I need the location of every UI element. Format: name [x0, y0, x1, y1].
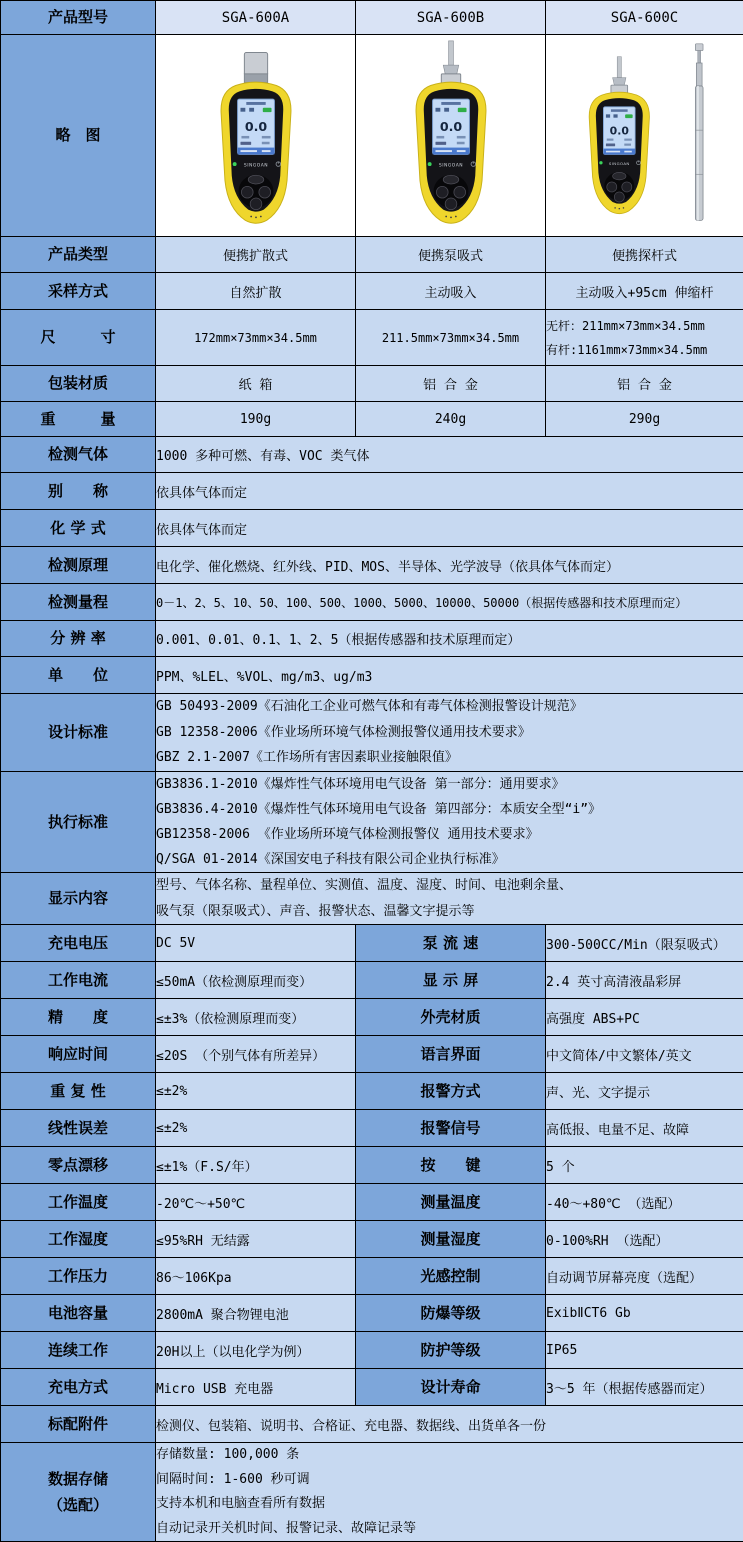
row-sampling-method — [1, 273, 743, 310]
exec-standard-line: Q/SGA 01-2014《深国安电子科技有限公司企业执行标准》 — [156, 852, 505, 867]
row-response-time-language — [1, 1036, 743, 1073]
value-unit: PPM、%LEL、%VOL、mg/m3、ug/m3 — [156, 657, 743, 694]
value-working-humidity: ≤95%RH 无结露 — [156, 1221, 356, 1258]
exec-standard-line: GB3836.1-2010《爆炸性气体环境用电气设备 第一部分：通用要求》 — [156, 777, 565, 792]
value-accessories: 检测仪、包装箱、说明书、合格证、充电器、数据线、出货单各一份 — [156, 1406, 743, 1443]
brand-text: SINGOAN — [438, 162, 463, 168]
photo-cell-sga600b — [356, 35, 546, 237]
row-sketch — [1, 35, 743, 237]
power-led — [599, 161, 602, 164]
row-packaging — [1, 366, 743, 402]
value-battery-capacity: 2800mA 聚合物锂电池 — [156, 1295, 356, 1332]
value-working-current: ≤50mA（依检测原理而变） — [156, 962, 356, 999]
row-chemical-formula — [1, 510, 743, 547]
value-response-time: ≤20S （个别气体有所差异） — [156, 1036, 356, 1073]
row-repeatability-alarm-mode — [1, 1073, 743, 1110]
row-dimensions — [1, 310, 743, 366]
row-design-standard — [1, 694, 743, 772]
power-led — [427, 162, 431, 166]
label-shell-material: 外壳材质 — [356, 999, 546, 1036]
value-pump-flow: 300-500CC/Min（限泵吸式） — [546, 925, 743, 962]
label-display-screen: 显 示 屏 — [356, 962, 546, 999]
value-measure-humidity: 0-100%RH （选配） — [546, 1221, 743, 1258]
label-zero-drift: 零点漂移 — [1, 1147, 156, 1184]
label-accessories: 标配附件 — [1, 1406, 156, 1443]
label-alarm-signal: 报警信号 — [356, 1110, 546, 1147]
row-product-model — [1, 1, 743, 35]
label-data-storage — [1, 1443, 156, 1542]
row-exec-standard — [1, 772, 743, 873]
label-response-time: 响应时间 — [1, 1036, 156, 1073]
value-buttons: 5 个 — [546, 1147, 743, 1184]
label-unit: 单 位 — [1, 657, 156, 694]
value-working-pressure: 86～106Kpa — [156, 1258, 356, 1295]
value-product-type-a: 便携扩散式 — [156, 237, 356, 273]
row-display-content — [1, 873, 743, 925]
value-exec-standard — [156, 772, 743, 873]
value-alarm-signal: 高低报、电量不足、故障 — [546, 1110, 743, 1147]
screen-reading: 0.0 — [244, 118, 267, 134]
label-packaging: 包装材质 — [1, 366, 156, 402]
value-dimensions-a: 172mm×73mm×34.5mm — [156, 310, 356, 366]
label-resolution: 分 辨 率 — [1, 621, 156, 657]
label-sketch: 略 图 — [1, 35, 156, 237]
label-sampling-method: 采样方式 — [1, 273, 156, 310]
label-chemical-formula: 化 学 式 — [1, 510, 156, 547]
brand-text: SINGOAN — [243, 162, 268, 168]
row-detection-principle — [1, 547, 743, 584]
label-detected-gas: 检测气体 — [1, 437, 156, 473]
value-measure-temp: -40～+80℃ （选配） — [546, 1184, 743, 1221]
value-packaging-b: 铝 合 金 — [356, 366, 546, 402]
power-led — [232, 162, 236, 166]
menu-button-graphic — [248, 175, 264, 184]
value-charging-method: Micro USB 充电器 — [156, 1369, 356, 1406]
value-sampling-b: 主动吸入 — [356, 273, 546, 310]
dimensions-c-line2: 有杆:1161mm×73mm×34.5mm — [546, 342, 708, 357]
label-charge-voltage: 充电电压 — [1, 925, 156, 962]
row-alias — [1, 473, 743, 510]
label-continuous-work: 连续工作 — [1, 1332, 156, 1369]
display-content-line: 吸气泵（限泵吸式）、声音、报警状态、温馨文字提示等 — [156, 903, 475, 919]
value-product-type-c: 便携探杆式 — [546, 237, 743, 273]
data-storage-line: 自动记录开关机时间、报警记录、故障记录等 — [156, 1520, 417, 1536]
row-accuracy-shell — [1, 999, 743, 1036]
display-content-line: 型号、气体名称、量程单位、实测值、温度、湿度、时间、电池剩余量、 — [156, 878, 573, 893]
label-design-standard: 设计标准 — [1, 694, 156, 772]
menu-button-graphic — [612, 172, 625, 180]
label-buttons: 按 键 — [356, 1147, 546, 1184]
value-packaging-c: 铝 合 金 — [546, 366, 743, 402]
photo-cell-sga600c — [546, 35, 743, 237]
value-alias: 依具体气体而定 — [156, 473, 743, 510]
data-storage-line: 存储数量: 100,000 条 — [156, 1447, 300, 1462]
value-display-content — [156, 873, 743, 925]
label-alarm-mode: 报警方式 — [356, 1073, 546, 1110]
row-working-pressure-light-sense — [1, 1258, 743, 1295]
label-protection-grade: 防护等级 — [356, 1332, 546, 1369]
value-design-life: 3～5 年（根据传感器而定） — [546, 1369, 743, 1406]
screen-reading: 0.0 — [609, 123, 629, 137]
label-repeatability: 重 复 性 — [1, 1073, 156, 1110]
label-product-model: 产品型号 — [1, 1, 156, 35]
value-resolution: 0.001、0.01、0.1、1、2、5（根据传感器和技术原理而定） — [156, 621, 743, 657]
label-measure-humidity: 测量湿度 — [356, 1221, 546, 1258]
row-unit — [1, 657, 743, 694]
value-data-storage — [156, 1443, 743, 1542]
design-standard-line: GB 50493-2009《石油化工企业可燃气体和有毒气体检测报警设计规范》 — [156, 699, 583, 715]
design-standard-line: GB 12358-2006《作业场所环境气体检测报警仪通用技术要求》 — [156, 724, 531, 740]
photo-cell-sga600a — [156, 35, 356, 237]
model-sga600c: SGA-600C — [546, 1, 743, 35]
value-language-ui: 中文简体/中文繁体/英文 — [546, 1036, 743, 1073]
row-battery-explosionproof — [1, 1295, 743, 1332]
label-dimensions: 尺 寸 — [1, 310, 156, 366]
model-sga600a: SGA-600A — [156, 1, 356, 35]
value-light-sense-control: 自动调节屏幕亮度（选配） — [546, 1258, 743, 1295]
label-product-type: 产品类型 — [1, 237, 156, 273]
row-working-temp-measure-temp — [1, 1184, 743, 1221]
row-charging-method-design-life — [1, 1369, 743, 1406]
label-detection-range: 检测量程 — [1, 584, 156, 621]
device-photo-sga600c-probe — [574, 37, 716, 231]
value-charge-voltage: DC 5V — [156, 925, 356, 962]
value-chemical-formula: 依具体气体而定 — [156, 510, 743, 547]
label-charging-method: 充电方式 — [1, 1369, 156, 1406]
value-alarm-mode: 声、光、文字提示 — [546, 1073, 743, 1110]
value-detection-range: 0－1、2、5、10、50、100、500、1000、5000、10000、50000（根据传感器和技术原理而定） — [156, 584, 743, 621]
label-working-temp: 工作温度 — [1, 1184, 156, 1221]
row-working-humidity-measure-humidity — [1, 1221, 743, 1258]
value-continuous-work: 20H以上（以电化学为例） — [156, 1332, 356, 1369]
menu-button-graphic — [443, 175, 459, 184]
label-battery-capacity: 电池容量 — [1, 1295, 156, 1332]
row-detected-gas — [1, 437, 743, 473]
row-accessories — [1, 1406, 743, 1443]
exec-standard-line: GB3836.4-2010《爆炸性气体环境用电气设备 第四部分：本质安全型“i”》 — [156, 802, 602, 817]
label-design-life: 设计寿命 — [356, 1369, 546, 1406]
device-photo-sga600b-pump — [388, 37, 514, 231]
value-linearity-error: ≤±2% — [156, 1110, 356, 1147]
value-dimensions-c — [546, 310, 743, 366]
value-shell-material: 高强度 ABS+PC — [546, 999, 743, 1036]
device-photo-sga600a-diffusion — [193, 37, 319, 231]
row-linearity-alarm-signal — [1, 1110, 743, 1147]
label-light-sense-control: 光感控制 — [356, 1258, 546, 1295]
value-product-type-b: 便携泵吸式 — [356, 237, 546, 273]
label-alias: 别 称 — [1, 473, 156, 510]
data-storage-line: 支持本机和电脑查看所有数据 — [156, 1496, 326, 1512]
value-sampling-a: 自然扩散 — [156, 273, 356, 310]
row-product-type — [1, 237, 743, 273]
design-standard-line: GBZ 2.1-2007《工作场所有害因素职业接触限值》 — [156, 750, 458, 766]
row-detection-range — [1, 584, 743, 621]
row-weight — [1, 402, 743, 437]
data-storage-line: 间隔时间: 1-600 秒可调 — [156, 1471, 310, 1487]
label-working-pressure: 工作压力 — [1, 1258, 156, 1295]
label-language-ui: 语言界面 — [356, 1036, 546, 1073]
row-resolution — [1, 621, 743, 657]
value-display-screen: 2.4 英寸高清液晶彩屏 — [546, 962, 743, 999]
value-weight-c: 290g — [546, 402, 743, 437]
value-accuracy: ≤±3%（依检测原理而变） — [156, 999, 356, 1036]
value-weight-a: 190g — [156, 402, 356, 437]
label-accuracy: 精 度 — [1, 999, 156, 1036]
row-continuous-work-protection — [1, 1332, 743, 1369]
label-detection-principle: 检测原理 — [1, 547, 156, 584]
dimensions-c-line1: 无杆：211mm×73mm×34.5mm — [546, 318, 705, 333]
value-packaging-a: 纸 箱 — [156, 366, 356, 402]
row-working-current-display — [1, 962, 743, 999]
label-working-humidity: 工作湿度 — [1, 1221, 156, 1258]
exec-standard-line: GB12358-2006 《作业场所环境气体检测报警仪 通用技术要求》 — [156, 827, 539, 842]
value-explosionproof-grade: ExibⅡCT6 Gb — [546, 1295, 743, 1332]
value-repeatability: ≤±2% — [156, 1073, 356, 1110]
label-measure-temp: 测量温度 — [356, 1184, 546, 1221]
label-display-content: 显示内容 — [1, 873, 156, 925]
value-detected-gas: 1000 多种可燃、有毒、VOC 类气体 — [156, 437, 743, 473]
label-linearity-error: 线性误差 — [1, 1110, 156, 1147]
row-zero-drift-keys — [1, 1147, 743, 1184]
row-charge-voltage-pump-flow — [1, 925, 743, 962]
value-sampling-c: 主动吸入+95cm 伸缩杆 — [546, 273, 743, 310]
brand-text: SINGOAN — [608, 160, 630, 166]
label-explosionproof-grade: 防爆等级 — [356, 1295, 546, 1332]
data-storage-label-line2: （选配） — [47, 1496, 108, 1515]
model-sga600b: SGA-600B — [356, 1, 546, 35]
telescopic-rod — [695, 43, 703, 220]
value-protection-grade: IP65 — [546, 1332, 743, 1369]
value-zero-drift: ≤±1%（F.S/年） — [156, 1147, 356, 1184]
value-design-standard — [156, 694, 743, 772]
value-working-temp: -20℃～+50℃ — [156, 1184, 356, 1221]
row-data-storage — [1, 1443, 743, 1542]
label-weight: 重 量 — [1, 402, 156, 437]
screen-reading: 0.0 — [439, 118, 462, 134]
data-storage-label-line1: 数据存储 — [47, 1470, 108, 1489]
value-dimensions-b: 211.5mm×73mm×34.5mm — [356, 310, 546, 366]
label-pump-flow: 泵 流 速 — [356, 925, 546, 962]
label-working-current: 工作电流 — [1, 962, 156, 999]
label-exec-standard: 执行标准 — [1, 772, 156, 873]
value-weight-b: 240g — [356, 402, 546, 437]
value-detection-principle: 电化学、催化燃烧、红外线、PID、MOS、半导体、光学波导（依具体气体而定） — [156, 547, 743, 584]
